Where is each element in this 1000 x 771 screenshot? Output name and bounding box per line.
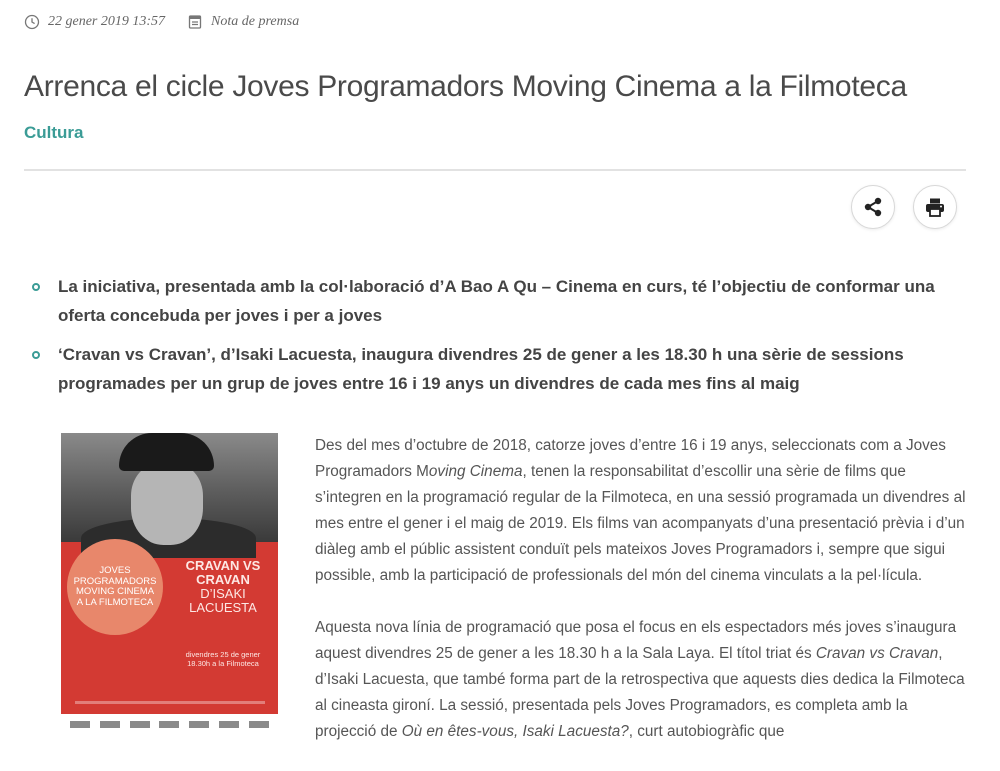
poster-image[interactable] — [61, 433, 278, 735]
document-icon — [187, 14, 203, 30]
bullet-icon — [32, 283, 40, 291]
page-title: Arrenca el cicle Joves Programadors Moving Cinema a la Filmoteca — [24, 70, 907, 103]
poster-credits — [75, 701, 265, 704]
highlight-item: ‘Cravan vs Cravan’, d’Isaki Lacuesta, inaugura divendres 25 de gener a les 18.30 h una sèrie de sessions programades per un grup de joves entre 16 i 19 anys un divendres de cada mes fins al maig — [28, 340, 963, 398]
publish-date: 22 gener 2019 13:57 — [48, 14, 166, 29]
content-type: Nota de premsa — [211, 14, 300, 29]
printer-icon — [924, 196, 946, 218]
print-button[interactable] — [913, 185, 957, 229]
article-body — [315, 433, 967, 771]
poster-badge: JOVES PROGRAMADORS MOVING CINEMA A LA FILMOTECA — [67, 539, 163, 635]
share-button[interactable] — [851, 185, 895, 229]
bullet-icon — [32, 351, 40, 359]
highlights-list — [28, 272, 963, 408]
divider — [24, 169, 966, 171]
body-paragraph: Des del mes d’octubre de 2018, catorze joves d’entre 16 i 19 anys, seleccionats com a Joves Programadors Moving Cinema, tenen la responsabilitat d’escollir una sèrie de films que s’integren en la programació regular de la Filmoteca, en una sessió programada un divendres al mes entre el gener i el maig de 2019. Els films van acompanyats d’una presentació prèvia i d’un diàleg amb el públic assistent conduït pels mateixos Joves Programadors i, sempre que sigui possible, amb la participació de professionals del món del cinema vinculats a la pel·lícula. — [315, 437, 966, 584]
article-meta — [24, 14, 299, 30]
article-actions — [851, 185, 957, 229]
poster-photo — [61, 433, 278, 542]
poster-title: CRAVAN VS CRAVAN D’ISAKI LACUESTA — [185, 558, 261, 615]
highlight-item: La iniciativa, presentada amb la col·laboració d’A Bao A Qu – Cinema en curs, té l’objectiu de conformar una oferta concebuda per joves i per a joves — [28, 272, 963, 330]
poster-schedule: divendres 25 de gener 18.30h a la Filmoteca — [185, 650, 261, 668]
category-link[interactable]: Cultura — [24, 123, 84, 142]
share-icon — [862, 196, 884, 218]
body-paragraph: Aquesta nova línia de programació que posa el focus en els espectadors més joves s’inaugura aquest divendres 25 de gener a les 18.30 h a la Sala Laya. El títol triat és Cravan vs Cravan, d’Isaki Lacuesta, que també forma part de la retrospectiva que aquests dies dedica la Filmoteca al cineasta gironí. La sessió, presentada pels Joves Programadors, es completa amb la projecció de Où en êtes-vous, Isaki Lacuesta?, curt autobiogràfic que — [315, 619, 965, 740]
clock-icon — [24, 14, 40, 30]
poster-sponsor-logos — [61, 714, 278, 735]
